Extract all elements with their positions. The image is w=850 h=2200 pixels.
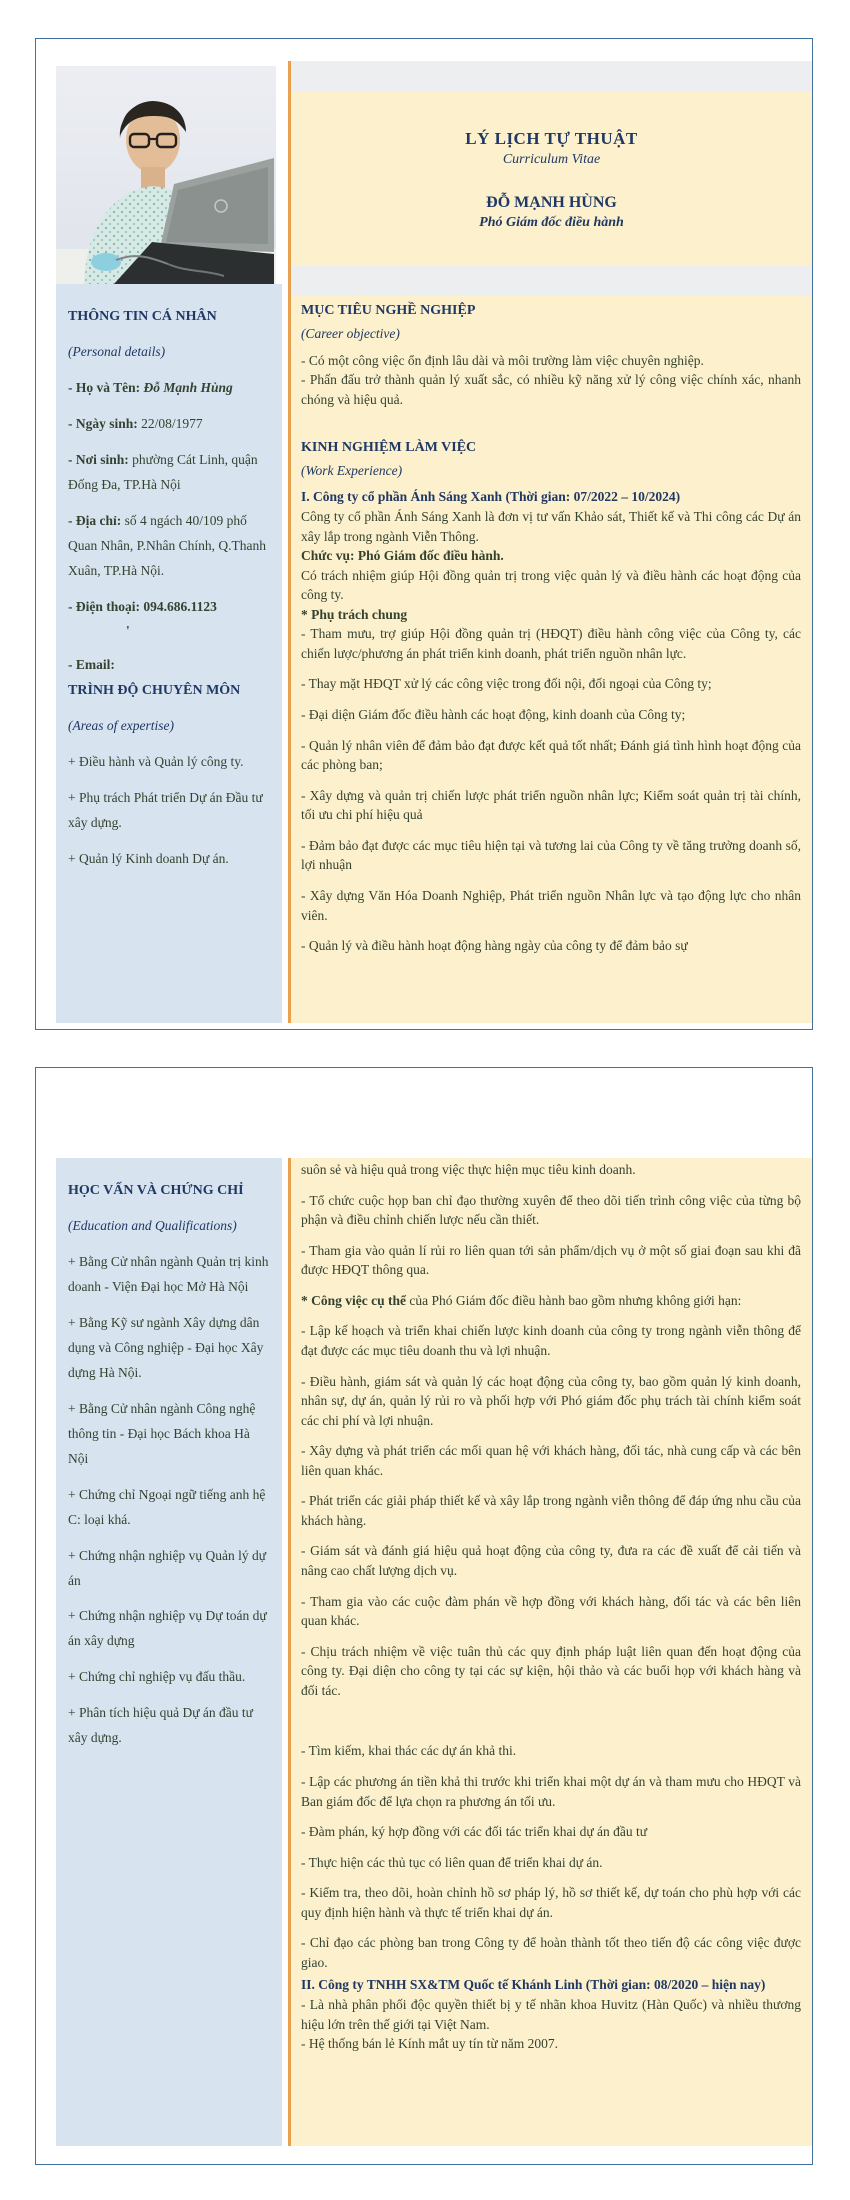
duty-item: - Điều hành, giám sát và quản lý các hoạt động của công ty, bao gồm quản lý kinh doanh, nhân sự, dự án, quản lý rủi ro và phối hợp với Phó giám đốc phụ trách tài chính kiểm soát các chi phí và lợi nhuận.: [301, 1373, 801, 1428]
profile-photo: [56, 66, 276, 284]
page-1: [35, 38, 813, 1030]
stray-mark: ': [126, 622, 130, 638]
duty-item: - Quản lý và điều hành hoạt động hàng ngày của công ty để đảm bảo sự: [301, 938, 688, 954]
position-line: Chức vụ: Phó Giám đốc điều hành.: [301, 548, 504, 564]
personal-item-address: - Địa chỉ: số 4 ngách 40/109 phố Quan Nhân, P.Nhân Chính, Q.Thanh Xuân, TP.Hà Nội.: [68, 512, 266, 578]
education-subheading: (Education and Qualifications): [68, 1217, 237, 1233]
education-item: + Bằng Cử nhân ngành Công nghệ thông tin - Đại học Bách khoa Hà Nội: [68, 1400, 256, 1466]
right-column-1: [288, 61, 812, 1023]
company1-description: Công ty cổ phần Ánh Sáng Xanh là đơn vị tư vấn Khảo sát, Thiết kế và Thi công các Dự án xây lắp trong ngành Viễn Thông.: [301, 508, 801, 544]
personal-item-birthplace: - Nơi sinh: phường Cát Linh, quận Đống Đa, TP.Hà Nội: [68, 451, 258, 492]
duty-item: - Lập kế hoạch và triển khai chiến lược kinh doanh của công ty trong ngành viễn thông để đạt được các mục tiêu doanh thu và lợi nhuận.: [301, 1323, 801, 1358]
experience-subheading: (Work Experience): [301, 462, 403, 478]
expertise-item: + Phụ trách Phát triển Dự án Đầu tư xây dựng.: [68, 789, 263, 830]
personal-item-email: - Email:: [68, 657, 115, 673]
project-duty-item: - Kiểm tra, theo dõi, hoàn chỉnh hồ sơ pháp lý, hồ sơ thiết kế, dự toán cho phù hợp với các quy định hiện hành và thực tế triển khai dự án.: [301, 1885, 801, 1920]
expertise-item: + Quản lý Kinh doanh Dự án.: [68, 850, 229, 866]
duty-item: - Tham mưu, trợ giúp Hội đồng quản trị (HĐQT) điều hành công việc của Công ty, các chiến lược/phương án phát triển kinh doanh, phát triển nguồn nhân lực.: [301, 626, 801, 661]
objective-bullet: - Có một công việc ổn định lâu dài và môi trường làm việc chuyên nghiệp.: [301, 352, 704, 368]
education-item: + Chứng nhận nghiệp vụ Quản lý dự án: [68, 1547, 267, 1588]
project-duty-item: - Đàm phán, ký hợp đồng với các đối tác triển khai dự án đầu tư: [301, 1824, 648, 1840]
person-role: Phó Giám đốc điều hành: [479, 214, 624, 230]
duty-item: - Thay mặt HĐQT xử lý các công việc trong đối nội, đối ngoại của Công ty;: [301, 676, 712, 692]
company2-point: - Hệ thống bán lẻ Kính mắt uy tín từ năm 2007.: [301, 2036, 559, 2052]
duty-item: - Tổ chức cuộc họp ban chỉ đạo thường xuyên để theo dõi tiến trình công việc của từng bộ phận và điều chỉnh chiến lược nếu cần thiết.: [301, 1192, 801, 1228]
project-duty-item: - Tìm kiếm, khai thác các dự án khả thi.: [301, 1743, 517, 1759]
personal-heading: THÔNG TIN CÁ NHÂN: [68, 309, 217, 324]
main-content-2: [288, 1158, 812, 2146]
duty-item: - Chịu trách nhiệm về việc tuân thủ các quy định pháp luật liên quan đến hoạt động của công ty. Đại diện cho công ty tại các sự kiện, hội thảo và các buổi họp với khách hàng và đối tác.: [301, 1643, 801, 1698]
cv-title: LÝ LỊCH TỰ THUẬT: [465, 128, 638, 148]
personal-item-phone: - Điện thoại: 094.686.1123: [68, 598, 217, 614]
education-item: + Chứng chỉ nghiệp vụ đấu thầu.: [68, 1669, 246, 1685]
duty-item: - Xây dựng và phát triển các mối quan hệ với khách hàng, đối tác, nhà cung cấp và các bên liên quan khác.: [301, 1443, 801, 1478]
duty-item: - Đại diện Giám đốc điều hành các hoạt động, kinh doanh của Công ty;: [301, 707, 686, 723]
project-duty-item: - Lập các phương án tiền khả thi trước khi triển khai một dự án và tham mưu cho HĐQT và Ban giám đốc để lựa chọn ra phương án tối ưu.: [301, 1773, 801, 1809]
duty-item: - Đảm bảo đạt được các mục tiêu hiện tại và tương lai của Công ty về tăng trưởng doanh số, lợi nhuận: [301, 837, 801, 873]
duty-item: - Tham gia vào các cuộc đàm phán về hợp đồng với khách hàng, đối tác và các bên liên quan khác.: [301, 1593, 801, 1629]
duty-item: - Xây dựng và quản trị chiến lược phát triển nguồn nhân lực; Kiểm soát quản trị tài chính, tối ưu chi phí hiệu quả: [301, 787, 801, 823]
personal-subheading: (Personal details): [68, 343, 166, 359]
company2-point: - Là nhà phân phối độc quyền thiết bị y tế nhãn khoa Huvitz (Hàn Quốc) và nhiều thương hiệu lớn trên thế giới tại Việt Nam.: [301, 1997, 801, 2032]
cv-header: [291, 91, 812, 266]
main-content-1: [291, 296, 812, 1023]
profile-photo-illustration: [56, 66, 276, 284]
sidebar-personal: [56, 284, 282, 1023]
specific-duties-label: * Công việc cụ thể của Phó Giám đốc điều hành bao gồm nhưng không giới hạn:: [301, 1292, 742, 1308]
blank-gap: [301, 1700, 801, 1730]
personal-item-dob: - Ngày sinh: 22/08/1977: [68, 415, 203, 431]
expertise-subheading: (Areas of expertise): [68, 717, 174, 733]
company1-title: I. Công ty cổ phần Ánh Sáng Xanh (Thời gian: 07/2022 – 10/2024): [301, 489, 681, 505]
experience-heading: KINH NGHIỆM LÀM VIỆC: [301, 439, 477, 455]
objective-subheading: (Career objective): [301, 326, 400, 342]
duty-item: - Tham gia vào quản lí rủi ro liên quan tới sản phẩm/dịch vụ ở một số giai đoạn sau khi đã được HĐQT thông qua.: [301, 1242, 801, 1278]
responsibility-intro: Có trách nhiệm giúp Hội đồng quản trị trong việc quản lý và điều hành các hoạt động của công ty.: [301, 567, 801, 603]
company2-title: II. Công ty TNHH SX&TM Quốc tế Khánh Linh (Thời gian: 08/2020 – hiện nay): [301, 1977, 766, 1993]
expertise-heading: TRÌNH ĐỘ CHUYÊN MÔN: [68, 683, 241, 699]
duty-item: - Quản lý nhân viên để đảm bảo đạt được kết quả tốt nhất; Đánh giá tình hình hoạt động của các phòng ban;: [301, 737, 801, 773]
personal-item-fullname: - Họ và Tên: Đỗ Mạnh Hùng: [68, 379, 233, 395]
header-strip-bottom: [291, 266, 812, 296]
header-strip-top: [291, 61, 812, 91]
education-item: + Chứng nhận nghiệp vụ Dự toán dự án xây dựng: [68, 1608, 267, 1649]
education-item: + Chứng chỉ Ngoại ngữ tiếng anh hệ C: loại khá.: [68, 1486, 266, 1527]
education-heading: HỌC VẤN VÀ CHỨNG CHỈ: [68, 1183, 244, 1198]
duty-item: - Giám sát và đánh giá hiệu quả hoạt động của công ty, đưa ra các đề xuất để cải tiến và nâng cao chất lượng dịch vụ.: [301, 1543, 801, 1578]
education-item: + Bằng Kỹ sư ngành Xây dựng dân dụng và Công nghiệp - Đại học Xây dựng Hà Nội.: [68, 1314, 264, 1380]
general-duties-label: * Phụ trách chung: [301, 606, 408, 622]
expertise-item: + Điều hành và Quản lý công ty.: [68, 753, 244, 769]
objective-bullet: - Phấn đấu trở thành quản lý xuất sắc, có nhiều kỹ năng xử lý công việc chính xác, nhanh chóng và hiệu quả.: [301, 372, 801, 407]
project-duty-item: - Chỉ đạo các phòng ban trong Công ty để hoàn thành tốt theo tiến độ các công việc được giao.: [301, 1935, 801, 1970]
education-item: + Bằng Cử nhân ngành Quản trị kinh doanh - Viện Đại học Mở Hà Nội: [68, 1253, 269, 1294]
objective-heading: MỤC TIÊU NGHỀ NGHIỆP: [301, 303, 476, 318]
person-name: ĐỖ MẠNH HÙNG: [486, 193, 617, 211]
sidebar-education: [56, 1158, 282, 2146]
continuation-line: suôn sẻ và hiệu quả trong việc thực hiện mục tiêu kinh doanh.: [301, 1162, 636, 1177]
duty-item: - Xây dựng Văn Hóa Doanh Nghiệp, Phát triển nguồn Nhân lực và tạo động lực cho nhân viên.: [301, 887, 801, 923]
cv-subtitle: Curriculum Vitae: [502, 151, 601, 167]
duty-item: - Phát triển các giải pháp thiết kế và xây lắp trong ngành viễn thông để đáp ứng nhu cầu của khách hàng.: [301, 1493, 801, 1528]
project-duty-item: - Thực hiện các thủ tục có liên quan để triển khai dự án.: [301, 1854, 603, 1870]
education-item: + Phân tích hiệu quả Dự án đầu tư xây dựng.: [68, 1705, 253, 1746]
page-2: [35, 1067, 813, 2165]
